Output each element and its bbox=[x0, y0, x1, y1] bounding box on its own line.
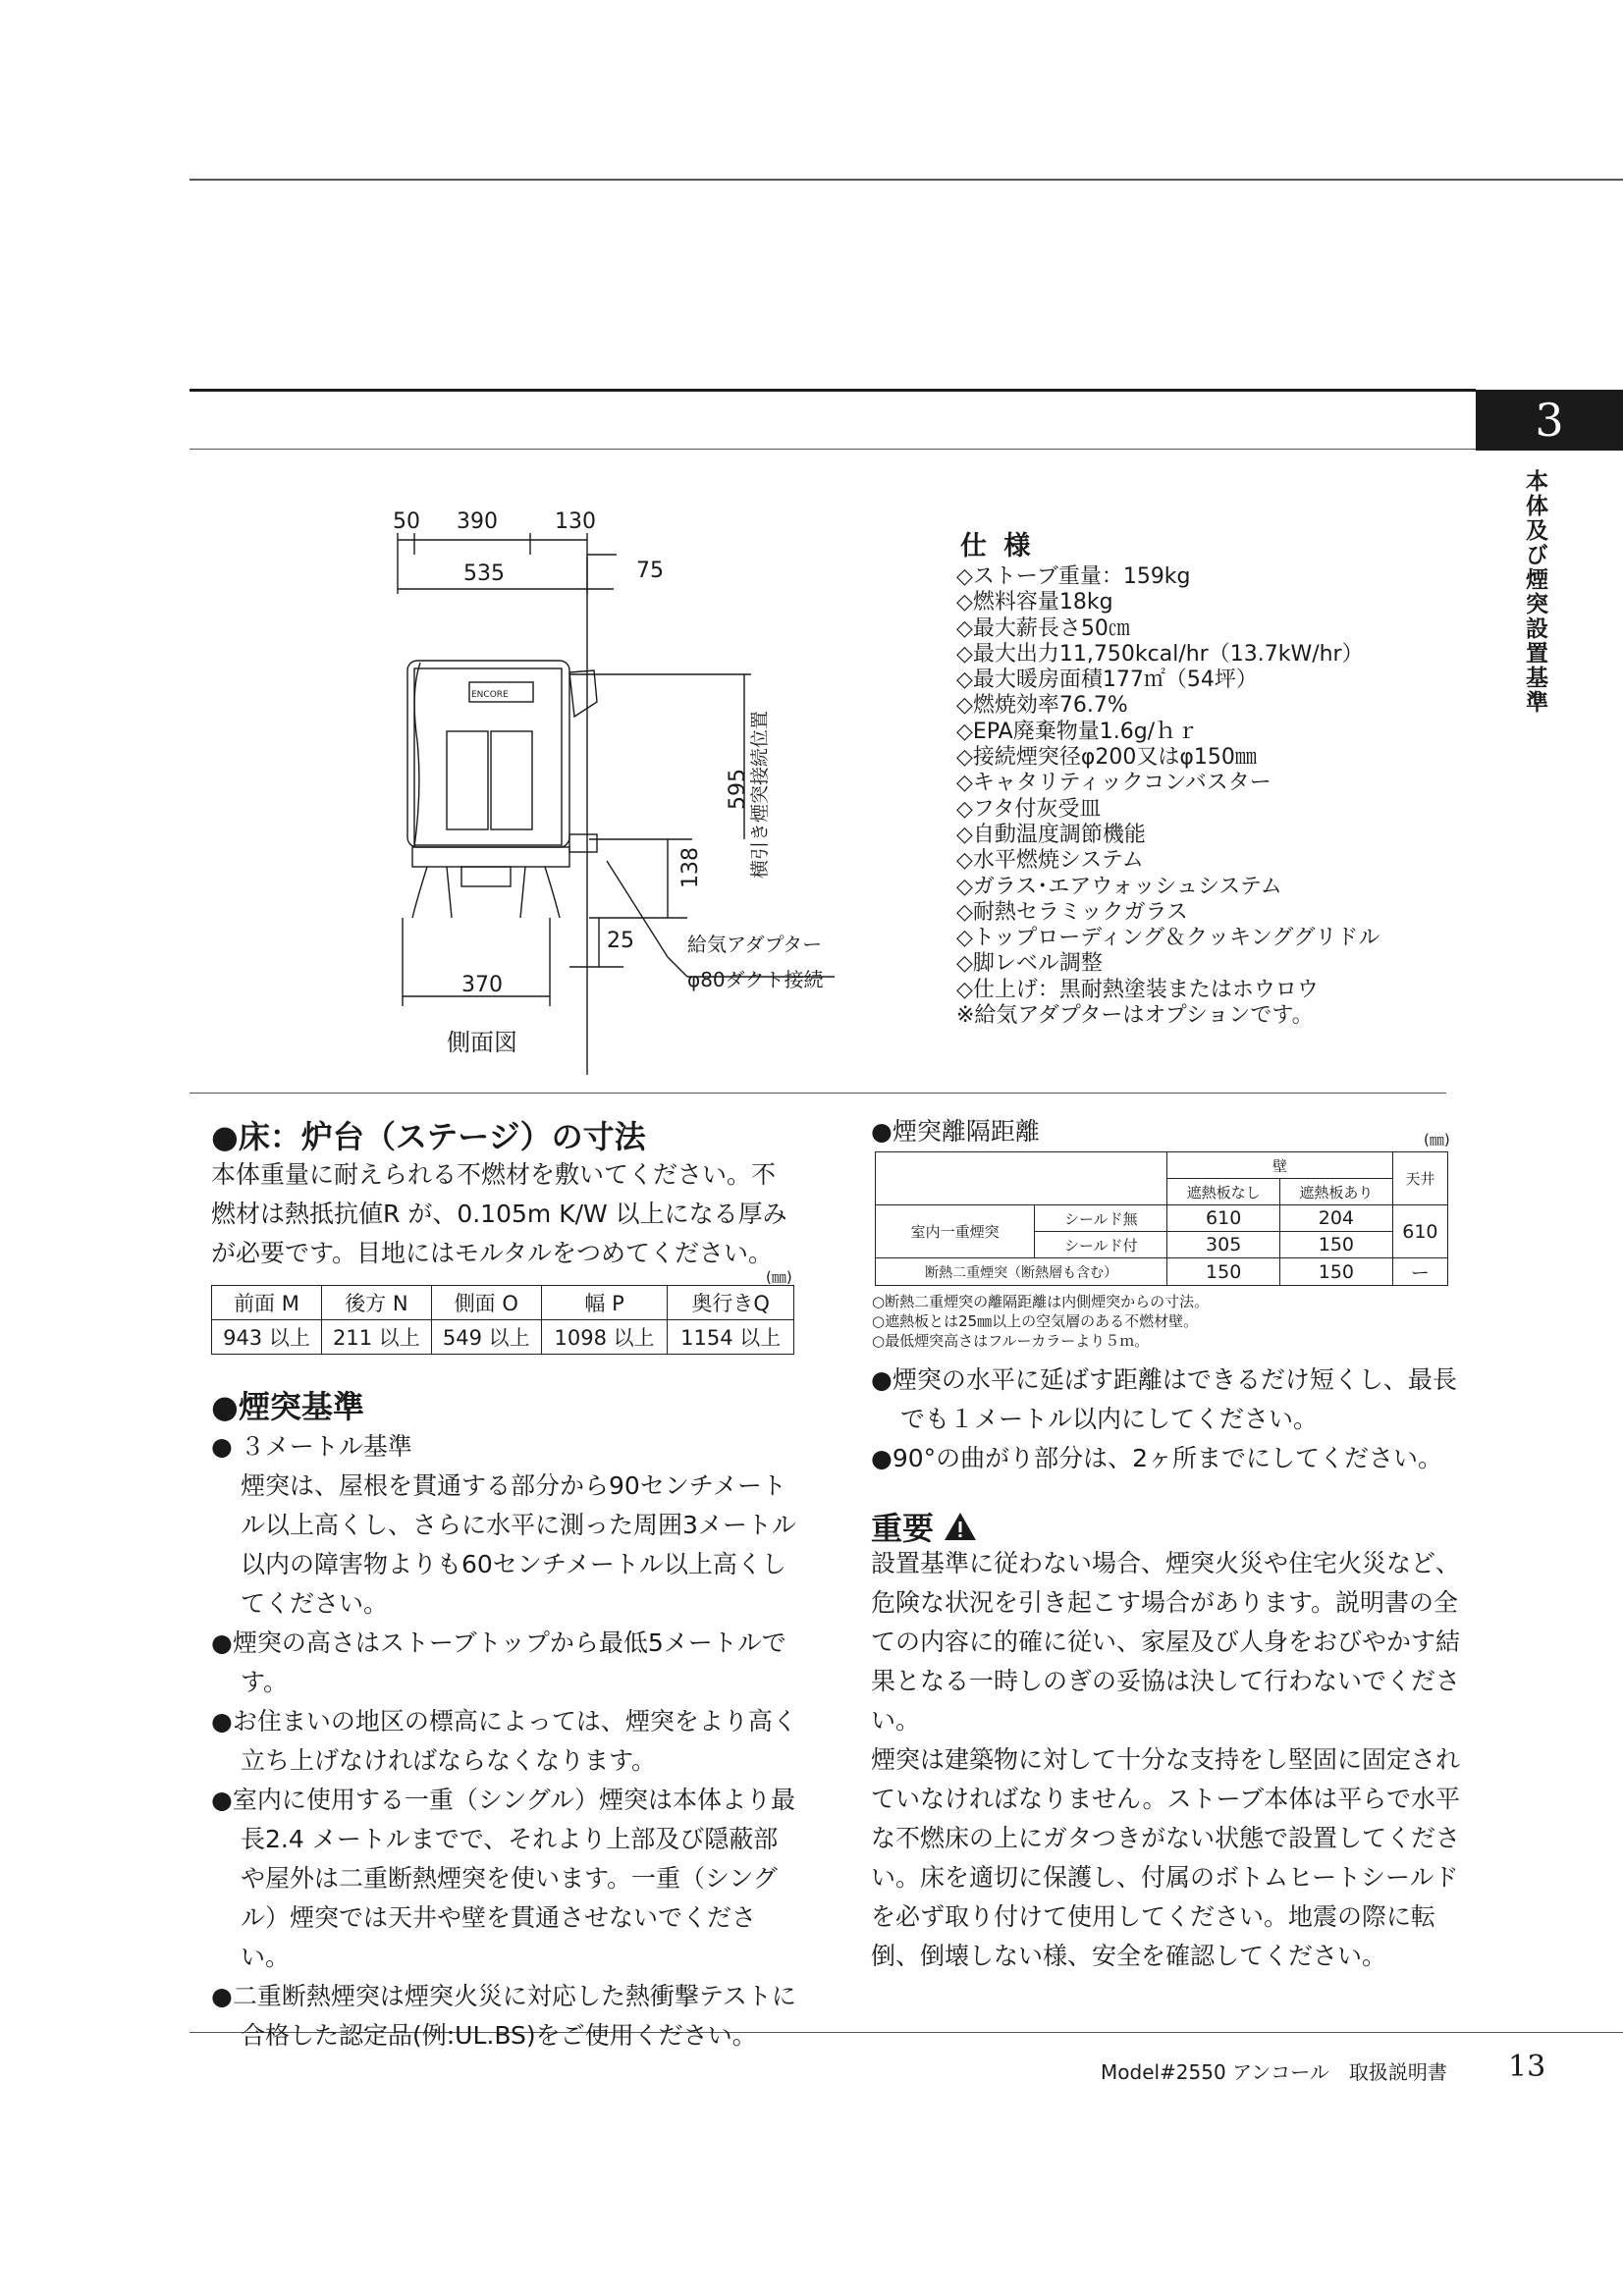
spec-item: ◇脚レベル調整 bbox=[956, 951, 1103, 977]
dim-535: 535 bbox=[463, 561, 505, 586]
double-label: 断熱二重煙突（断熱層も含む） bbox=[876, 1258, 1167, 1286]
distance-bullet: ●90°の曲がり部分は、2ヶ所までにしてください。 bbox=[871, 1444, 1443, 1472]
dim-138: 138 bbox=[678, 847, 703, 888]
distance-title: ●煙突離隔距離 bbox=[871, 1117, 1040, 1146]
footer-text: Model#2550 アンコール 取扱説明書 bbox=[1101, 2060, 1447, 2084]
diagram-caption: 側面図 bbox=[447, 1029, 517, 1056]
dim-390: 390 bbox=[457, 509, 498, 534]
chimney-bullet: ●室内に使用する一重（シングル）煙突は本体より最長2.4 メートルまでで、それより上部及び隠蔽部や屋外は二重断熱煙突を使います。一重（シングル）煙突では天井や壁を貫通させないでください。 bbox=[211, 1786, 795, 1971]
dim-370: 370 bbox=[461, 973, 503, 997]
dim-50: 50 bbox=[393, 509, 420, 534]
top-rule bbox=[189, 179, 1623, 181]
distance-cell: 150 bbox=[1280, 1232, 1393, 1258]
spec-item: ◇最大暖房面積177㎡（54坪） bbox=[956, 667, 1258, 693]
spec-item: ◇自動温度調節機能 bbox=[956, 822, 1146, 847]
note: ○最低煙突高さはフルーカラーより５ｍ。 bbox=[872, 1332, 1150, 1350]
distance-cell: 150 bbox=[1167, 1258, 1280, 1286]
spec-item: ◇仕上げ：黒耐熱塗装またはホウロウ bbox=[956, 977, 1319, 1002]
side-view-diagram bbox=[373, 496, 884, 1075]
spec-item: ◇最大出力11,750kcal/hr（13.7kW/hr） bbox=[956, 641, 1364, 667]
floor-header: 前面 M bbox=[212, 1286, 322, 1320]
ceiling-single: 610 bbox=[1392, 1205, 1447, 1258]
floor-title: ●床：炉台（ステージ）の寸法 bbox=[211, 1118, 646, 1155]
chimney-title: ●煙突基準 bbox=[211, 1388, 364, 1425]
distance-cell: 610 bbox=[1167, 1205, 1280, 1232]
important-title: 重要 bbox=[871, 1510, 935, 1547]
important-para-1: 設置基準に従わない場合、煙突火災や住宅火災など、危険な状況を引き起こす場合があります。説明書の全ての内容に的確に従い、家屋及び人身をおびやかす結果となる一時しのぎの妥協は決して行わないでください。 bbox=[871, 1549, 1461, 1735]
floor-value: 549 以上 bbox=[431, 1320, 541, 1355]
chimney-sub-body: 煙突は、屋根を貫通する部分から90センチメートル以上高くし、さらに水平に測った周囲3メートル以内の障害物よりも60センチメートル以上高くしてください。 bbox=[241, 1471, 796, 1618]
dim-75: 75 bbox=[636, 559, 664, 583]
floor-table bbox=[211, 1285, 794, 1355]
chimney-bullet: ●お住まいの地区の標高によっては、煙突をより高く立ち上げなければならなくなります。 bbox=[211, 1707, 797, 1775]
shield-with-label: シールド付 bbox=[1035, 1232, 1167, 1258]
distance-unit: (㎜) bbox=[1424, 1131, 1450, 1148]
floor-body: 本体重量に耐えられる不燃材を敷いてください。不燃材は熱抵抗値R が、0.105m K/W 以上になる厚みが必要です。目地にはモルタルをつめてください。 bbox=[211, 1160, 787, 1267]
header-rule bbox=[189, 449, 1476, 450]
mid-rule bbox=[189, 1093, 1446, 1094]
dim-130: 130 bbox=[555, 509, 596, 534]
chimney-bullet: ●煙突の高さはストーブトップから最低5メートルです。 bbox=[211, 1629, 786, 1696]
floor-unit: (㎜) bbox=[766, 1268, 792, 1286]
spec-item: ◇耐熱セラミックガラス bbox=[956, 899, 1188, 925]
distance-bullets bbox=[871, 1361, 1460, 1478]
distance-notes bbox=[872, 1292, 1209, 1351]
spec-item: ※給気アダプターはオプションです。 bbox=[956, 1003, 1314, 1029]
spec-item: ◇ガラス･エアウォッシュシステム bbox=[956, 874, 1282, 899]
floor-value: 1154 以上 bbox=[668, 1320, 794, 1355]
floor-value: 943 以上 bbox=[212, 1320, 322, 1355]
header-rule-thick bbox=[189, 389, 1476, 392]
ceiling-header: 天井 bbox=[1392, 1152, 1447, 1205]
spec-block bbox=[956, 524, 1428, 1029]
distance-bullet: ●煙突の水平に延ばす距離はできるだけ短くし、最長でも１メートル以内にしてください。 bbox=[871, 1365, 1457, 1433]
distance-cell: 204 bbox=[1280, 1205, 1393, 1232]
note: ○断熱二重煙突の離隔距離は内側煙突からの寸法。 bbox=[872, 1293, 1210, 1310]
dim-25: 25 bbox=[607, 929, 634, 953]
duct-label: φ80ダクト接続 bbox=[687, 968, 824, 991]
adapter-label: 給気アダプター bbox=[687, 933, 823, 956]
brand-label: ENCORE bbox=[471, 690, 509, 700]
no-shield-header: 遮熱板なし bbox=[1167, 1179, 1280, 1205]
floor-header: 奥行きQ bbox=[668, 1286, 794, 1320]
spec-item: ◇キャタリティックコンバスター bbox=[956, 771, 1271, 796]
spec-item: ◇水平燃焼システム bbox=[956, 848, 1144, 874]
spec-item: ◇燃料容量18kg bbox=[956, 590, 1113, 615]
warning-icon bbox=[944, 1512, 977, 1541]
chimney-block bbox=[211, 1427, 800, 2056]
important-para-2: 煙突は建築物に対して十分な支持をし堅固に固定されていなければなりません。ストーブ本体は平らで水平な不燃床の上にガタつきがない状態で設置してください。床を適切に保護し、付属のボトムヒートシールドを必ず取り付けて使用してください。地震の際に転倒、倒壊しない様、安全を確認してください。 bbox=[871, 1745, 1461, 1970]
distance-table bbox=[875, 1151, 1448, 1286]
spec-item: ◇フタ付灰受皿 bbox=[956, 796, 1102, 822]
spec-item: ◇最大薪長さ50㎝ bbox=[956, 615, 1130, 641]
floor-header: 後方 N bbox=[321, 1286, 431, 1320]
single-label: 室内一重煙突 bbox=[876, 1205, 1035, 1258]
floor-value: 211 以上 bbox=[321, 1320, 431, 1355]
spec-item: ◇EPA廃棄物量1.6g/ｈｒ bbox=[956, 719, 1199, 744]
distance-cell: 150 bbox=[1280, 1258, 1393, 1286]
with-shield-header: 遮熱板あり bbox=[1280, 1179, 1393, 1205]
floor-value: 1098 以上 bbox=[541, 1320, 668, 1355]
wall-header: 壁 bbox=[1167, 1152, 1392, 1179]
chapter-title: 本体及び煙突設置基準 bbox=[1522, 469, 1548, 715]
distance-cell: ー bbox=[1392, 1258, 1447, 1286]
distance-cell: 305 bbox=[1167, 1232, 1280, 1258]
floor-header: 側面 O bbox=[431, 1286, 541, 1320]
vertical-label: 横引き煙突接続位置 bbox=[749, 710, 771, 879]
dim-595: 595 bbox=[726, 769, 750, 810]
important-body bbox=[871, 1544, 1460, 1976]
note: ○遮熱板とは25㎜以上の空気層のある不燃材壁。 bbox=[872, 1312, 1199, 1330]
important-title-block bbox=[871, 1504, 977, 1549]
spec-item: ◇トップローディング＆クッキンググリドル bbox=[956, 926, 1380, 951]
spec-item: ◇燃焼効率76.7% bbox=[956, 693, 1128, 719]
spec-item: ◇ストーブ重量：159kg bbox=[956, 564, 1191, 589]
spec-title: 仕 様 bbox=[960, 531, 1035, 561]
shield-none-label: シールド無 bbox=[1035, 1205, 1167, 1232]
chimney-sub: ● ３メートル基準 bbox=[211, 1432, 412, 1461]
chimney-bullet: ●二重断熱煙突は煙突火災に対応した熱衝撃テストに合格した認定品(例:UL.BS)をご使用ください。 bbox=[211, 1982, 796, 2050]
chapter-number: 3 bbox=[1476, 390, 1623, 451]
spec-item: ◇接続煙突径φ200又はφ150㎜ bbox=[956, 745, 1257, 771]
floor-header: 幅 P bbox=[541, 1286, 668, 1320]
page-number: 13 bbox=[1508, 2050, 1546, 2084]
